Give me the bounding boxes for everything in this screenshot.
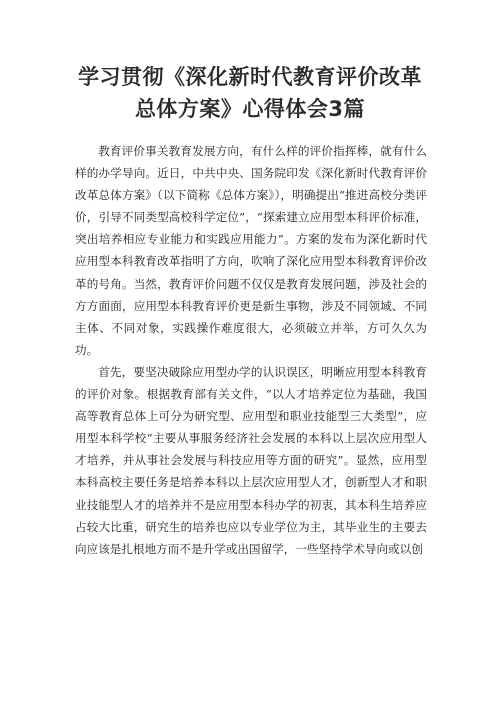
paragraph: 教育评价事关教育发展方向，有什么样的评价指挥棒，就有什么样的办学导向。近日，中共中央、国务院印发《深化新时代教育评价改革总体方案》（以下简称《总体方案》），明确提出“推进高校分类评价，引导不同类型高校科学定位”，“探索建立应用型本科评价标准，突出培养相应专业能力和实践应用能力”。方案的发布为深化新时代应用型本科教育改革指明了方向，吹响了深化应用型本科教育评价改革的号角。当然，教育评价问题不仅仅是教育发展问题，涉及社会的方方面面，应用型本科教育评价更是新生事物，涉及不同领域、不同主体、不同对象，实践操作难度很大，必须破立并举，方可久久为功。 [75, 144, 427, 357]
paragraph: 首先，要坚决破除应用型办学的认识误区，明晰应用型本科教育的评价对象。根据教育部有关文件，“以人才培养定位为基础，我国高等教育总体上可分为研究型、应用型和职业技能型三大类型”，应用型本科学校“主要从事服务经济社会发展的本科以上层次应用型人才培养，并从事社会发展与科技应用等方面的研究”。显然，应用型本科高校主要任务是培养本科以上层次应用型人才，创新型人才和职业技能型人才的培养并不是应用型本科办学的初衷，其本科生培养应占较大比重，研究生的培养也应以专业学位为主，其毕业生的主要去向应该是扎根地方而不是升学或出国留学，一些坚持学术导向或以创 [75, 364, 427, 556]
document-body [75, 140, 427, 560]
document-title: 学习贯彻《深化新时代教育评价改革总体方案》心得体会3篇 [78, 65, 422, 121]
